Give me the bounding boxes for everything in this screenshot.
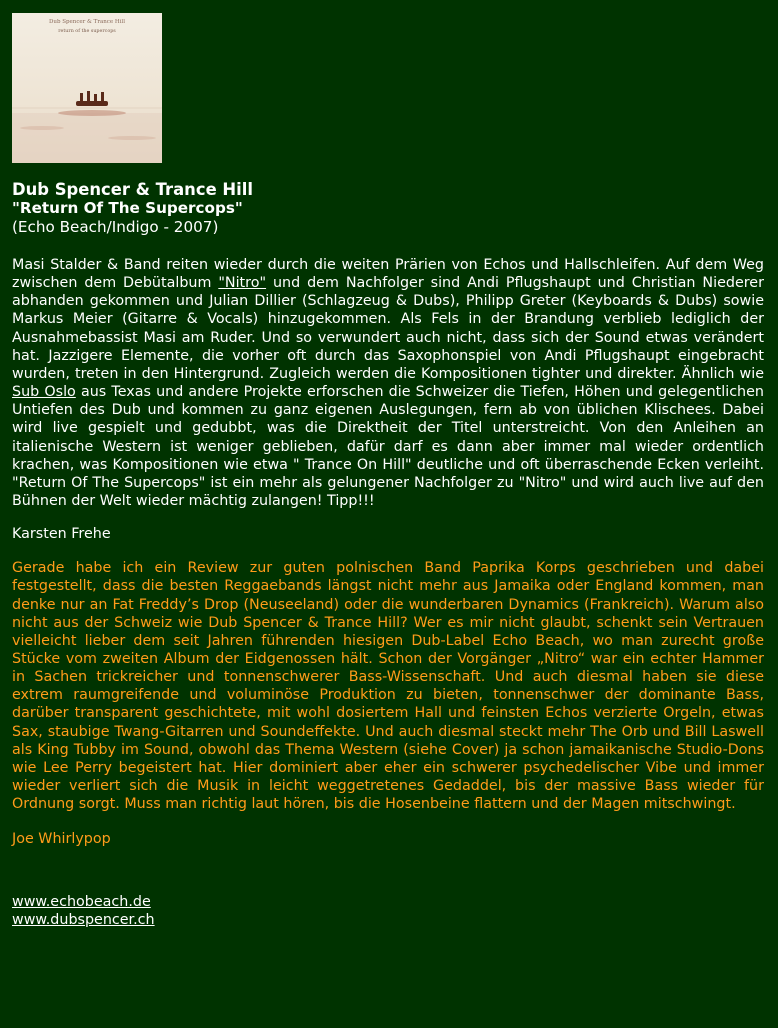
cover-subtitle-text: return of the supercops bbox=[58, 29, 116, 34]
nitro-link[interactable]: "Nitro" bbox=[218, 275, 267, 292]
dubspencer-link[interactable]: www.dubspencer.ch bbox=[12, 912, 155, 929]
review-1-segment: und dem Nachfolger sind Andi Pflugshaupt und Christian Niederer abhanden gekommen und Julian Dillier (Schlagzeug & Dubs), Philipp Greter (Keyboards & Dubs) sowie Markus Meier (Gitarre & Vocals) hinzugekommen. Als Fels in der Brandung verblieb lediglich der Ausnahmebassist Masi am Ruder. Und so verwundert auch nicht, dass sich der Sound etwas verändert hat. Jazzigere Elemente, die vorher oft durch das Saxophonspiel von Andi Pflugshaupt eingebracht wurden, treten in den Hintergrund. Zugleich werden die Kompositionen tighter und direkter. Ähnlich wie bbox=[12, 275, 764, 382]
echobeach-link[interactable]: www.echobeach.de bbox=[12, 894, 151, 911]
label-info: (Echo Beach/Indigo - 2007) bbox=[12, 218, 219, 236]
review-2-text: Gerade habe ich ein Review zur guten polnischen Band Paprika Korps geschrieben und dabei festgestellt, dass die besten Reggaebands längst nicht mehr aus Jamaika oder England kommen, man denke nur an Fat Freddy’s Drop (Neuseeland) oder die wunderbaren Dynamics (Frankreich). Warum also nicht aus der Schweiz wie Dub Spencer & Trance Hill? Wer es mir nicht glaubt, schenkt sein Vertrauen vielleicht lieber dem seit Jahren führenden hiesigen Dub-Label Echo Beach, wo man zurecht große Stücke vom zweiten Album der Eidgenossen hält. Schon der Vorgänger „Nitro“ war ein echter Hammer in Sachen trickreicher und tonnenschwerer Bass-Wissenschaft. Und auch diesmal haben sie diese extrem raumgreifende und voluminöse Produktion zu bieten, tonnenschwer der dominante Bass, darüber transparent geschichtete, mit wohl dosiertem Hall und feinsten Echos verzierte Orgeln, etwas Sax, staubige Twang-Gitarren und Soundeffekte. Und auch diesmal steckt mehr The Orb und Bill Laswell als King Tubby im Sound, obwohl das Thema Western (siehe Cover) ja schon jamaikanische Studio-Dons wie Lee Perry begeistert hat. Hier dominiert aber eher ein schwerer psychedelischer Vibe und immer wieder verliert sich die Musik in leicht weggetretenes Gedaddel, bis der massive Bass wieder für Ordnung sorgt. Muss man richtig laut hören, bis die Hosenbeine flattern und der Magen mitschwingt. bbox=[12, 560, 764, 813]
review-1-segment: aus Texas und andere Projekte erforschen die Schweizer die Tiefen, Höhen und gelegentlichen Untiefen des Dub und kommen zu ganz eigenen Auslegungen, fern ab von üblichen Klischees. Dabei wird live gespielt und gedubbt, was die Direktheit der Titel unterstreicht. Von den Anleihen an italienische Western ist weniger geblieben, dafür darf es dann aber immer mal wieder ordentlich krachen, was Kompositionen wie etwa " Trance On Hill" deutliche und oft überraschende Ecken verleiht. "Return Of The Supercops" ist ein mehr als gelungener Nachfolger zu "Nitro" und wird auch live auf den Bühnen der Welt wieder mächtig zulangen! Tipp!!! bbox=[12, 384, 764, 510]
artist-name: Dub Spencer & Trance Hill bbox=[12, 180, 253, 199]
page bbox=[12, 13, 764, 929]
album-header bbox=[12, 180, 764, 237]
album-cover-image bbox=[12, 13, 162, 163]
website-links bbox=[12, 893, 764, 929]
sub-oslo-link[interactable]: Sub Oslo bbox=[12, 384, 76, 401]
album-title: "Return Of The Supercops" bbox=[12, 199, 243, 217]
review-1-segment: Masi Stalder & Band reiten wieder durch die weiten Prärien von Echos und Hallschleifen. Auf dem Weg zwischen dem Debütalbum bbox=[12, 257, 764, 292]
review-1-author: Karsten Frehe bbox=[12, 526, 111, 543]
review-1-text bbox=[12, 256, 764, 510]
review-2-author: Joe Whirlypop bbox=[12, 831, 111, 848]
cover-title-text: Dub Spencer & Trance Hill bbox=[49, 19, 125, 25]
